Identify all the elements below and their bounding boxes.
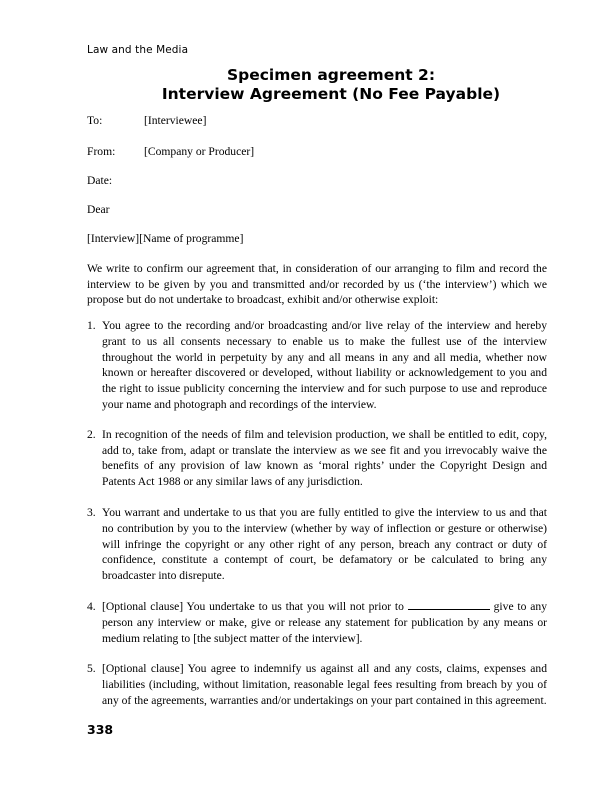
from-field [87, 145, 254, 158]
salutation: Dear [87, 203, 110, 216]
clause-2 [87, 427, 547, 490]
clause-list [87, 318, 547, 724]
subject-line: [Interview][Name of programme] [87, 232, 244, 245]
title-line-1: Specimen agreement 2: [226, 66, 436, 84]
to-field [87, 114, 206, 127]
clause-5 [87, 661, 547, 708]
clause-text: [Optional clause] You agree to indemnify us against all and any costs, claims, expenses and liabilities (including, without limitation, reasonable legal fees resulting from breach by you of any of the agreements, warranties and/or undertakings on your part contained in this agreement. [102, 662, 547, 707]
clause-1 [87, 318, 547, 413]
clause-text: In recognition of the needs of film and television production, we shall be entitled to edit, copy, add to, take from, adapt or translate the interview as we see fit and you irrevocably waive the benefits of any provision of law known as ‘moral rights’ under the Copyright Design and Patents Act 1988 or any similar laws of any jurisdiction. [102, 427, 547, 489]
title-line-2: Interview Agreement (No Fee Payable) [161, 85, 501, 103]
clause-number: 2. [87, 427, 96, 441]
date-field [87, 174, 144, 187]
clause-number: 1. [87, 319, 96, 332]
to-label: To: [87, 114, 103, 127]
clause-3 [87, 505, 547, 584]
clause-number: 5. [87, 662, 96, 676]
from-value: [Company or Producer] [144, 145, 255, 158]
clause-text: You agree to the recording and/or broadcasting and/or live relay of the interview and hereby grant to us all consents necessary to enable us to make the fullest use of the interview throughout the world in perpetuity by any and all means in any and all media, whether now known or hereafter discovered or developed, without liability or acknowledgement to you and the right to issue publicity concerning the interview and for such purpose to use and reproduce your name and photograph and recordings of the interview. [102, 319, 547, 411]
intro-paragraph: We write to confirm our agreement that, in consideration of our arranging to film and record the interview to be given by you and transmitted and/or recorded by us (‘the interview’) which we propose but do not undertake to broadcast, exhibit and/or otherwise exploit: [87, 262, 547, 307]
clause-text-after-blank: give to any person any interview or make, give or release any statement for publication by any means or medium relating to [the subject matter of the interview]. [102, 599, 547, 645]
blank-line [408, 599, 490, 610]
clause-4 [87, 599, 547, 646]
clause-number: 3. [87, 505, 96, 519]
running-head: Law and the Media [87, 44, 189, 56]
from-label: From: [87, 145, 116, 158]
page-title [87, 66, 575, 104]
to-value: [Interviewee] [144, 114, 207, 127]
clause-text-before-blank: [Optional clause] You undertake to us that you will not prior to [102, 599, 404, 613]
page-number: 338 [87, 722, 114, 737]
clause-number: 4. [87, 599, 96, 613]
date-label: Date: [87, 174, 113, 187]
clause-text: You warrant and undertake to us that you are fully entitled to give the interview to us and that no contribution by you to the interview (whether by way of inflection or gesture or otherwise) will infringe the copyright or any other right of any person, breach any contract or duty of confidence, constitute a contempt of court, be defamatory or be calculated to bring any broadcaster into disrepute. [102, 505, 547, 583]
